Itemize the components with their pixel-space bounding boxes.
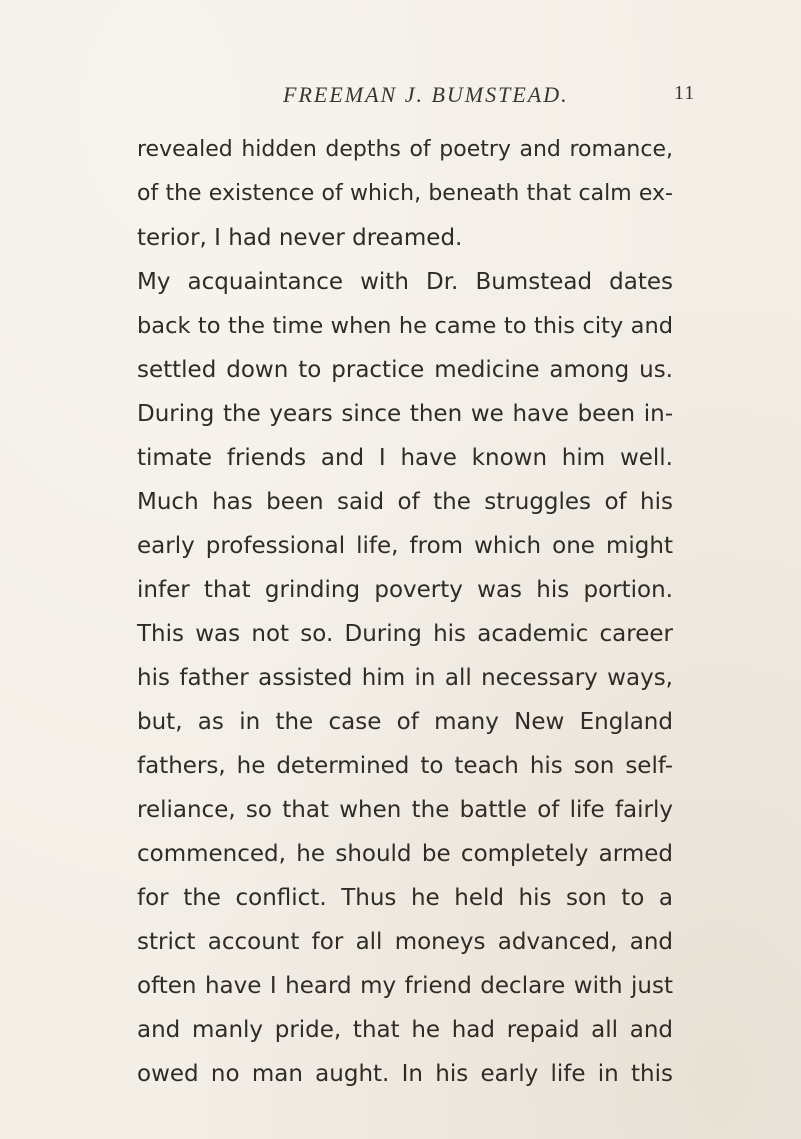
body-text [137,128,673,1096]
text-line: and manly pride, that he had repaid all and [137,1017,673,1043]
text-line: timate friends and I have known him well. [137,445,673,471]
page-number: 11 [674,82,696,104]
text-line: owed no man aught. In his early life in this [137,1061,673,1087]
text-line: for the conflict. Thus he held his son to a [137,885,673,911]
text-line: commenced, he should be completely armed [137,841,673,867]
text-line: My acquaintance with Dr. Bumstead dates [137,269,673,295]
text-line: infer that grinding poverty was his portion. [137,577,673,603]
text-line: reliance, so that when the battle of life fairly [137,797,673,823]
text-line: revealed hidden depths of poetry and romance, [137,137,673,162]
running-title: FREEMAN J. BUMSTEAD. [283,82,569,107]
text-line: strict account for all moneys advanced, and [137,929,673,955]
text-line: often have I heard my friend declare with just [137,973,673,999]
text-line: his father assisted him in all necessary ways, [137,665,673,691]
text-line: Much has been said of the struggles of his [137,489,673,515]
text-line: During the years since then we have been in- [137,401,673,427]
text-line: fathers, he determined to teach his son self- [137,753,673,779]
text-line: early professional life, from which one might [137,533,673,559]
text-line: settled down to practice medicine among us. [137,357,673,383]
text-line: terior, I had never dreamed. [137,225,463,251]
text-line: This was not so. During his academic career [137,621,673,647]
text-line: but, as in the case of many New England [137,709,673,735]
text-line: of the existence of which, beneath that calm ex- [137,181,673,206]
page-header [0,82,801,122]
text-line: back to the time when he came to this city and [137,313,673,339]
